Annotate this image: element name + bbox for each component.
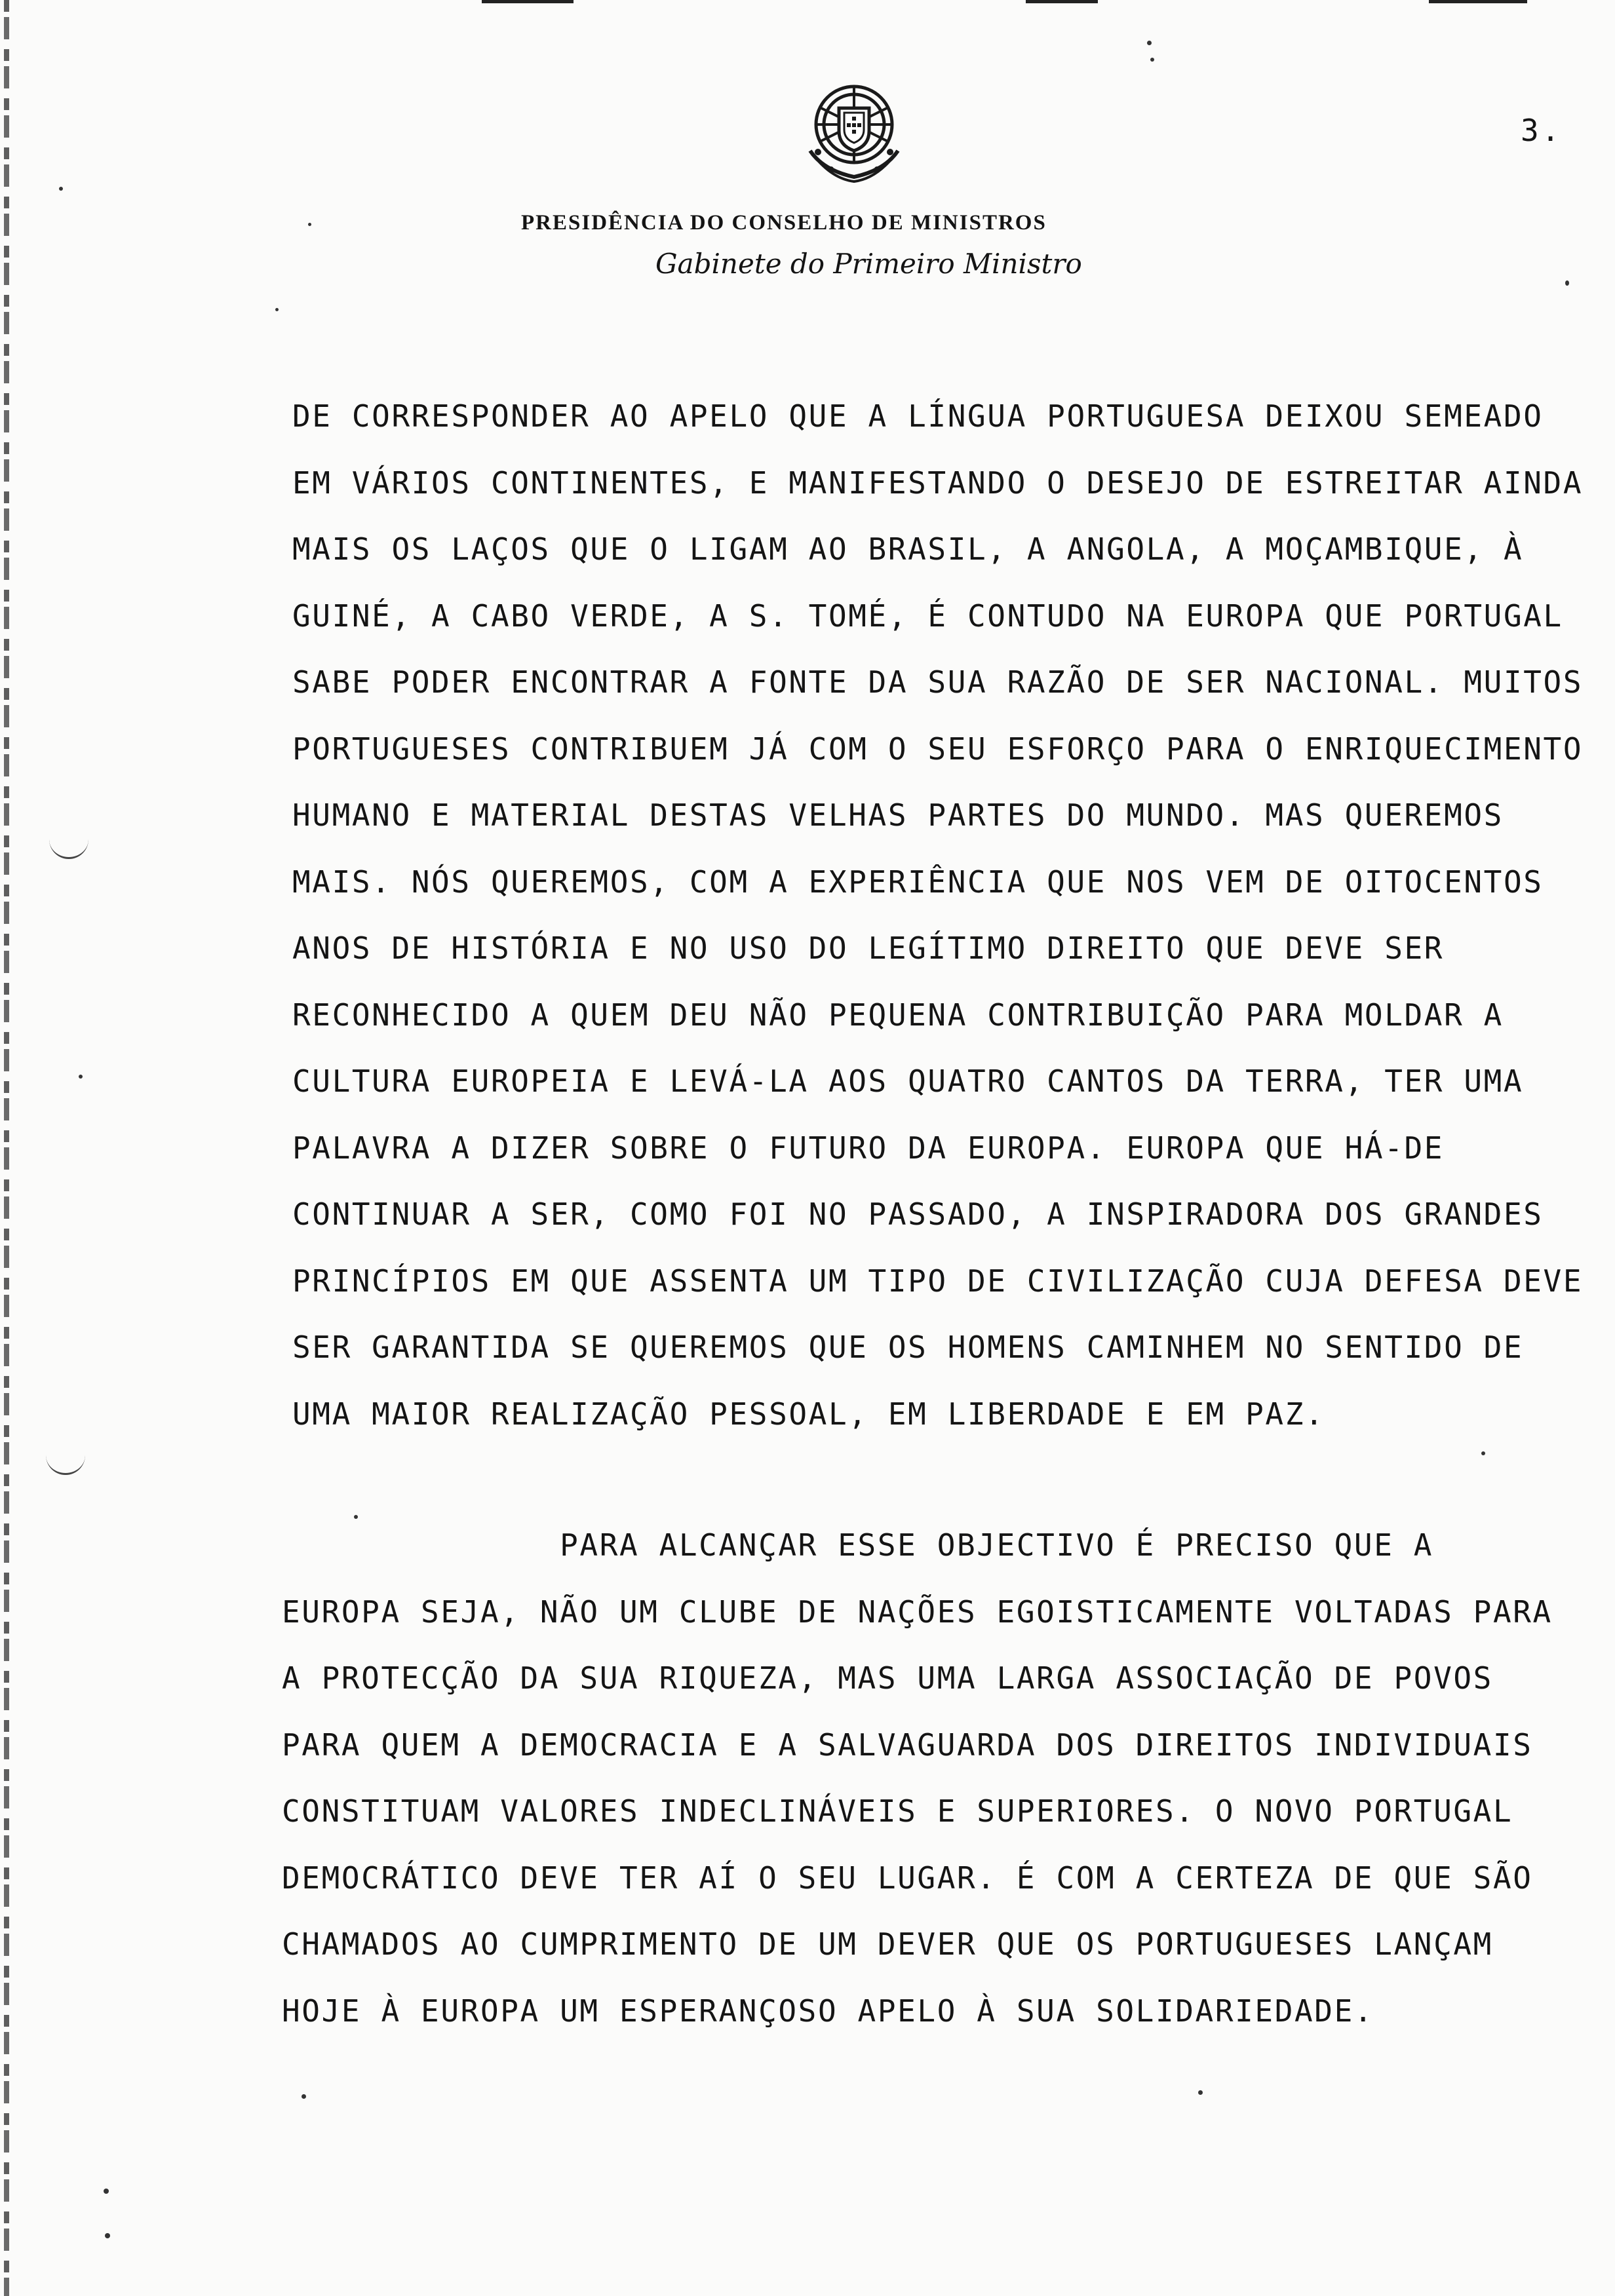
text-line: PARA ALCANÇAR ESSE OBJECTIVO É PRECISO QUE A — [282, 1527, 1434, 1563]
top-rule-1 — [482, 0, 574, 3]
text-line: RECONHECIDO A QUEM DEU NÃO PEQUENA CONTRIBUIÇÃO PARA MOLDAR A — [292, 997, 1504, 1033]
scan-speck — [59, 187, 63, 191]
scan-speck — [308, 223, 311, 226]
scan-speck — [1150, 58, 1154, 62]
scan-left-edge — [4, 0, 9, 2296]
top-rule-3 — [1429, 0, 1527, 3]
page-number: 3. — [1521, 113, 1563, 148]
text-line: CHAMADOS AO CUMPRIMENTO DE UM DEVER QUE OS PORTUGUESES LANÇAM — [282, 1926, 1493, 1962]
scan-speck — [1147, 41, 1152, 45]
text-line: SABE PODER ENCONTRAR A FONTE DA SUA RAZÃO DE SER NACIONAL. MUITOS — [292, 664, 1584, 700]
paragraph-1 — [292, 383, 1583, 1447]
text-line: UMA MAIOR REALIZAÇÃO PESSOAL, EM LIBERDADE E EM PAZ. — [292, 1396, 1325, 1432]
office-title: PRESIDÊNCIA DO CONSELHO DE MINISTROS — [521, 211, 1047, 235]
text-line: CULTURA EUROPEIA E LEVÁ-LA AOS QUATRO CANTOS DA TERRA, TER UMA — [292, 1063, 1524, 1099]
text-line: ANOS DE HISTÓRIA E NO USO DO LEGÍTIMO DIREITO QUE DEVE SER — [292, 930, 1445, 966]
scan-speck — [354, 1515, 358, 1519]
office-subtitle: Gabinete do Primeiro Ministro — [655, 248, 1082, 280]
scan-speck — [1481, 1451, 1485, 1455]
text-line: SER GARANTIDA SE QUEREMOS QUE OS HOMENS CAMINHEM NO SENTIDO DE — [292, 1330, 1524, 1365]
scan-speck — [79, 1075, 83, 1079]
coat-of-arms-seal-icon — [792, 79, 916, 190]
text-line: A PROTECÇÃO DA SUA RIQUEZA, MAS UMA LARGA ASSOCIAÇÃO DE POVOS — [282, 1660, 1493, 1696]
text-line: PARA QUEM A DEMOCRACIA E A SALVAGUARDA DOS DIREITOS INDIVIDUAIS — [282, 1727, 1533, 1763]
paragraph-2 — [282, 1512, 1553, 2044]
text-line: PALAVRA A DIZER SOBRE O FUTURO DA EUROPA. EUROPA QUE HÁ-DE — [292, 1130, 1445, 1166]
text-line: DE CORRESPONDER AO APELO QUE A LÍNGUA PORTUGUESA DEIXOU SEMEADO — [292, 398, 1544, 434]
scan-speck — [302, 2094, 306, 2099]
text-line: PORTUGUESES CONTRIBUEM JÁ COM O SEU ESFORÇO PARA O ENRIQUECIMENTO — [292, 731, 1584, 767]
text-line: CONTINUAR A SER, COMO FOI NO PASSADO, A INSPIRADORA DOS GRANDES — [292, 1196, 1544, 1232]
scan-speck — [1198, 2090, 1203, 2095]
text-line: MAIS OS LAÇOS QUE O LIGAM AO BRASIL, A ANGOLA, A MOÇAMBIQUE, À — [292, 531, 1524, 567]
scan-arc-mark — [46, 1453, 85, 1475]
scan-arc-mark — [49, 837, 88, 859]
scan-speck — [104, 2189, 109, 2194]
text-line: HOJE À EUROPA UM ESPERANÇOSO APELO À SUA SOLIDARIEDADE. — [282, 1993, 1374, 2029]
scan-speck — [1565, 280, 1569, 286]
text-line: MAIS. NÓS QUEREMOS, COM A EXPERIÊNCIA QUE NOS VEM DE OITOCENTOS — [292, 864, 1544, 900]
text-line: PRINCÍPIOS EM QUE ASSENTA UM TIPO DE CIVILIZAÇÃO CUJA DEFESA DEVE — [292, 1263, 1584, 1299]
scan-speck — [275, 308, 279, 311]
scan-speck — [105, 2233, 110, 2238]
text-line: EUROPA SEJA, NÃO UM CLUBE DE NAÇÕES EGOISTICAMENTE VOLTADAS PARA — [282, 1594, 1553, 1630]
text-line: CONSTITUAM VALORES INDECLINÁVEIS E SUPERIORES. O NOVO PORTUGAL — [282, 1793, 1513, 1829]
top-rule-2 — [1026, 0, 1098, 3]
text-line: HUMANO E MATERIAL DESTAS VELHAS PARTES DO MUNDO. MAS QUEREMOS — [292, 797, 1504, 833]
text-line: DEMOCRÁTICO DEVE TER AÍ O SEU LUGAR. É COM A CERTEZA DE QUE SÃO — [282, 1860, 1533, 1896]
text-line: GUINÉ, A CABO VERDE, A S. TOMÉ, É CONTUDO NA EUROPA QUE PORTUGAL — [292, 598, 1563, 634]
text-line: EM VÁRIOS CONTINENTES, E MANIFESTANDO O DESEJO DE ESTREITAR AINDA — [292, 465, 1584, 501]
